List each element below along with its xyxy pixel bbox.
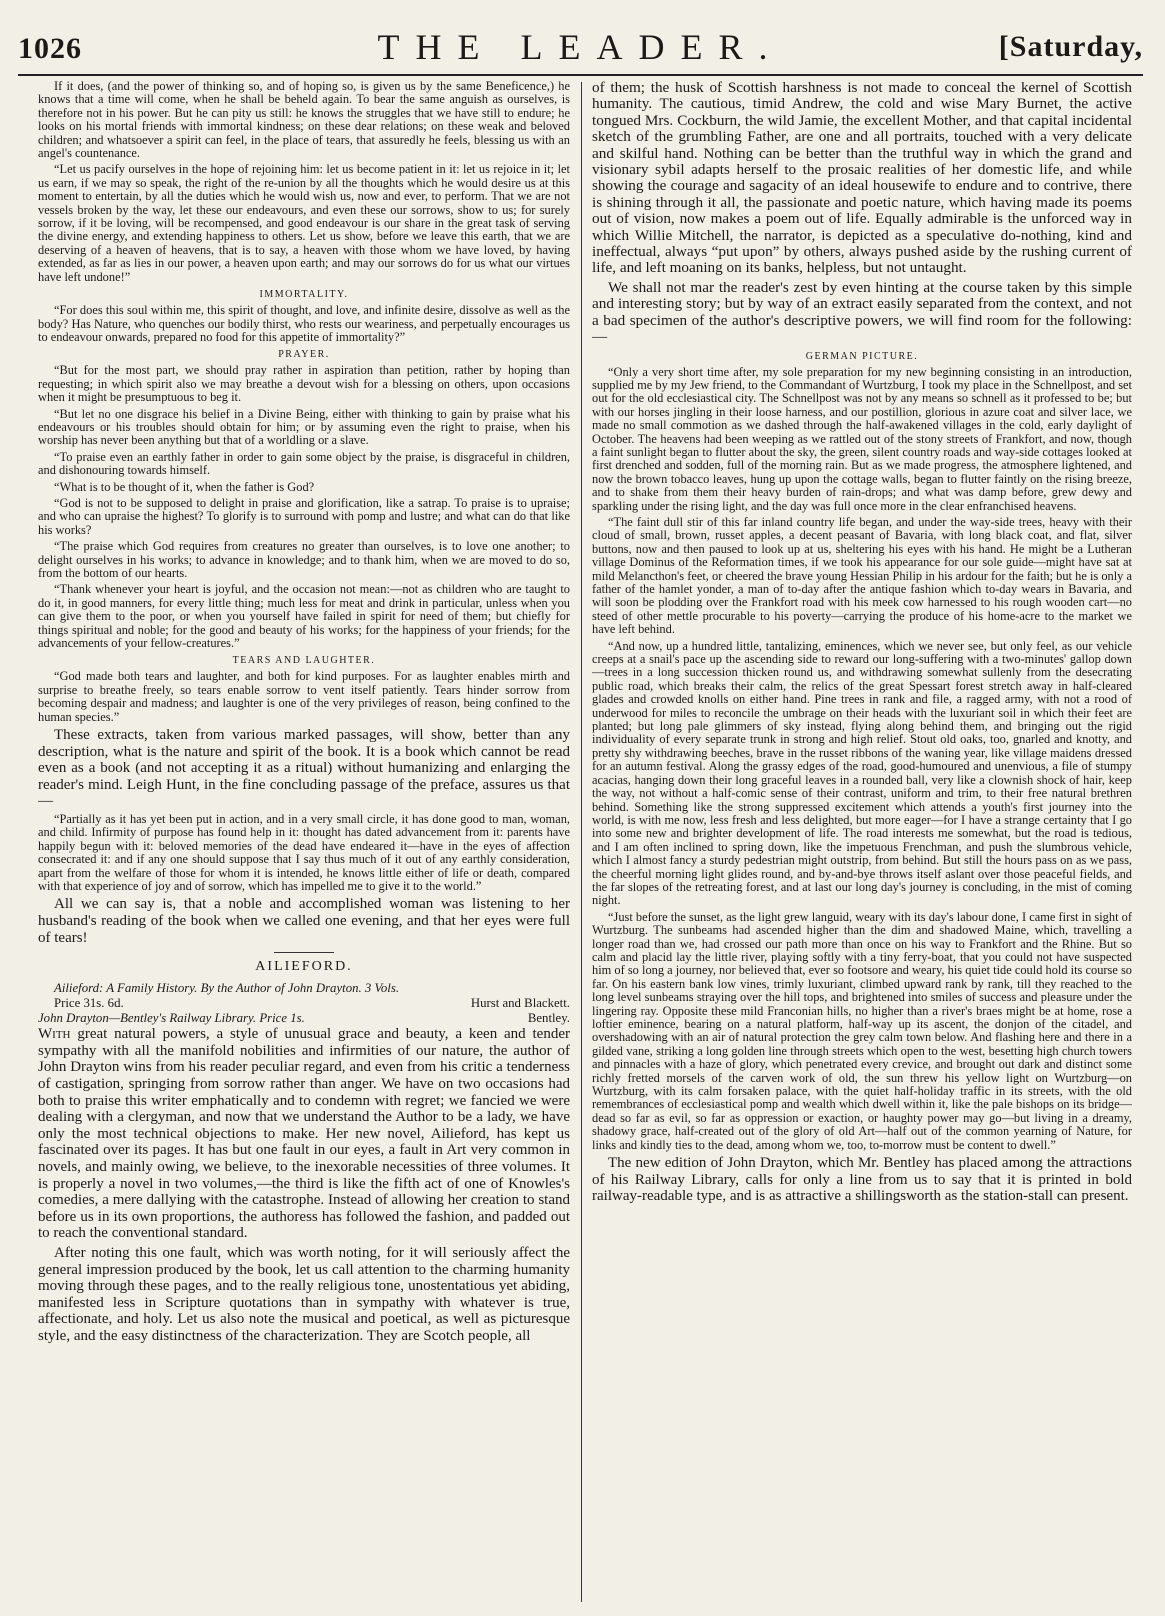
bib-publisher: Hurst and Blackett.	[470, 996, 570, 1011]
bibliography-entry	[38, 996, 570, 1010]
column-divider	[581, 82, 582, 1602]
paragraph: “To praise even an earthly father in order to gain some object by the praise, is disgraceful in children, and dishonouring towards himself.	[38, 449, 570, 478]
paragraph: If it does, (and the power of thinking so, and of hoping so, is given us by the same Beneficence,) he knows that a time will come, when he shall be beheld again. To bear the same anguish as ourselves, is therefore not in his power. But he can pity us still: he knows the struggles that we have still to endure; he looks on his mortal friends with immortal kindness; on these dear relations; on these weak and beloved children; and whatsoever a spirit can feel, in the place of tears, that assuredly he feels, blessing us with an angel's countenance.	[38, 80, 570, 161]
newspaper-title: THE LEADER.	[377, 27, 784, 67]
bib-publisher: Bentley.	[527, 1011, 570, 1026]
paragraph: “And now, up a hundred little, tantalizing, eminences, which we never see, but only feel, as our vehicle creeps at a snail's pace up the ascending side to reward our long-suffering with a two-minutes' gallop down—trees in a long succession thicken round us, and withdrawing somewhat sullenly from the desecrating public road, which breaks their calm, the relics of the great Spessart forest stretch away in half-cleared glades and crowded knolls on either hand. Pine trees in rank and file, a ragged army, with not a rood of underwood for miles to reconcile the umbrage on their heads with the luxuriant soil in which their feet are planted; but long pale glimmers of sky instead, flying along behind them, and bringing out the rigid individuality of every separate trunk in strong and high relief. Stout old oaks, too, gnarled and knotty, and pretty shy withdrawing beeches, brave in the russet ribbons of the waning year, like village maidens dressed for an autumn festival. Along the grassy edges of the road, good-humoured and unenvious, a file of stumpy acacias, hanging down their long graceful leaves in a rounded ball, very like a clownish shock of hair, keep the way, not without a half-comic sense of their contrast, uniform and trim, to their free natural brethren behind. Something like the strong suppressed excitement which attends a youth's first journey into the world, is with me now, less fresh and less delighted, but more eager—for I have a strange certainty that I go into some new and brighter development of life. The road interests me somewhat, but the road is tedious, and I am often inclined to spring down, like the impetuous Frenchman, and push the slumbrous vehicle, which I almost fancy a sturdy pedestrian might outstrip, from behind. But still the hours pass on as we pass, the cheerful morning light glides round, and by-and-bye throws itself aslant over those peaceful fields, and the far slopes of the retreating forest, and at last our long day's journey is concluding, in the mist of coming night.	[592, 638, 1132, 908]
masthead-rule	[18, 74, 1143, 76]
paragraph: “Only a very short time after, my sole preparation for my new beginning consisting in an introduction, supplied me by my Jew friend, to the Commandant of Wurtzburg, I took my place in the Schnellpost, and set out for the old ecclesiastical city. The Schnellpost was not by any means so schnell as it professed to be; but with our horses jingling in their loose harness, and our postillion, glorious in azure coat and silver lace, we made no small commotion as we dashed through the half-awakened villages in the cold, early daylight of October. The heavens had been weeping as we rattled out of the stony streets of Frankfort, and now, though a faint sunlight began to flutter about the sky, the green, silent country roads and way-side cottages looked at first drenched and sodden, full of the morning rain. But as we made progress, the atmosphere lightened, and now the brown tobacco leaves, hung up upon the cottage walls, began to flutter faintly on the rising breeze, and to shake from them their heavy burden of rain-drops; and what was damp before, grew dewy and sparkling under the rising light, and the day was full once more in the clear enfranchised heavens.	[592, 364, 1132, 513]
paragraph: “Partially as it has yet been put in action, and in a very small circle, it has done good to man, woman, and child. Infirmity of purpose has found help in it: thought has dated advancement from it: parents have happily begun with it: beloved memories of the dead have endeared it—have in the eyes of affection consecrated it: and if any one should suppose that I say thus much of it out of any earthly consideration, apart from the welfare of those for whom it is intended, he knows little either of life or death, compared with that experience of joy and of sorrow, which has impelled me to give it to the world.”	[38, 812, 570, 894]
bibliography-entry	[38, 981, 570, 995]
section-heading-immortality: IMMORTALITY.	[259, 289, 349, 301]
paragraph-text: great natural powers, a style of unusual grace and beauty, a keen and tender sympathy with all the manifold nobilities and infirmities of our nature, the author of John Drayton wins from his reader peculiar regard, and even from his critic a tenderness of castigation, springing from sorrow rather than anger. We have on two occasions had both to praise this writer emphatically and to condemn with regret; we fancied we were dealing with a clergyman, and now that we understand the Author to be a lady, we have only the most technical objections to make. Her new novel, Ailieford, has kept us fascinated over its pages. It has but one fault in our eyes, a fault in Art very common in novels, and mainly owing, we believe, to the inexorable necessities of three volumes. It is properly a novel in two volumes,—the third is like the fifth act of one of Knowles's comedies, a mere dallying with the catastrophe. Instead of allowing her creation to stand before us in its own proportions, the authoress has followed the fashion, and padded out to reach the conventional standard.	[38, 1026, 570, 1242]
paragraph: “Just before the sunset, as the light grew languid, weary with its day's labour done, I came first in sight of Wurtzburg. The sunbeams had ascended higher than the dim and shadowed Maine, which, travelling a longer road than we, had crossed our path more than once on his way to Frankfort and the Rhine. But so calm and placid lay the little river, playing softly with a tiny ferry-boat, that you could not have suspected him of so long a journey, nor believed that, ever so footsore and weary, his quiet tide could hold its course so far. On his eastern bank low vines, trimly luxuriant, climbed upward rank by rank, till they reached to the long level sunbeams straying over the hill tops, and brightened into smiles of success and pleasure under the lingering ray. Opposite these mild Franconian hills, no higher than a river's braes might be at home, rose a loftier eminence, bearing on a natural platform, half-way up its ascent, the donjon of the citadel, and overshadowing with an air of natural protection the grey calm town below. And flashing here and there in a gilded vane, striking a long golden line through streets which open to the west, besetting high church towers and pinnacles with a haze of glory, which penetrated every crevice, and brought out dark and distinct some richly fretted morsels of the carven work of old, the sun threw his yellow light on Wurtzburg—on Wurtzburg, with its calm forsaken palace, with the quiet half-holiday traffic in its streets, with the old remembrances of ecclesiastical pomp and wealth which dwell within it, like the pale bishops on its bridge—dead so far as evil, so far as oppression or exaction, or haughty power may go—but living in a dreamy, shadowy grace, half-created out of the glory of old Art—half out of the common yearning of Nature, for links and kindly ties to the dead, among whom we, too, to-morrow must be content to dwell.”	[592, 909, 1132, 1152]
paragraph: “The praise which God requires from creatures no greater than ourselves, is to love one another; to delight ourselves in his works; to advance in knowledge; and to thank him, when we are moved to do so, from the bottom of our hearts.	[38, 539, 570, 580]
paragraph: All we can say is, that a noble and accomplished woman was listening to her husband's reading of the book when we called one evening, and that her eyes were full of tears!	[38, 896, 570, 946]
section-heading-german-picture: GERMAN PICTURE.	[805, 350, 919, 362]
article-title-ailieford: AILIEFORD.	[255, 959, 353, 975]
right-column	[592, 80, 1132, 1605]
bib-title: Ailieford: A Family History. By the Author of John Drayton. 3 Vols.	[54, 981, 400, 996]
drop-cap: With	[38, 1026, 71, 1043]
bibliography-entry	[38, 1011, 570, 1025]
paragraph: “The faint dull stir of this far inland country life began, and under the way-side trees, heavy with their cloud of small, brown, russet apples, a decent peasant of Bavaria, with long black coat, and flat, silver buttons, now and then paused to look up at us, sheltering his eyes with his hand. He might be a Lutheran village Dominus of the Reformation times, if we took his appearance for our sole guide—might have sat at mild Melancthon's feet, or cheered the brave young Hessian Philip in his ardour for the faith; but he is only a father of the hamlet yonder, a man of to-day after the antique fashion which to-day wears in Bavaria, and will soon be plodding over the Frankfort road with his meek cow harnessed to his rough wooden cart—no steed of other mettle procurable to his poverty—carrying the produce of his home-acre to the market we have left behind.	[592, 514, 1132, 637]
paragraph: We shall not mar the reader's zest by even hinting at the course taken by this simple and interesting story; but by way of an extract easily separated from the context, and not a bad specimen of the author's descriptive powers, we will find room for the following:—	[592, 278, 1132, 346]
section-heading-tears: TEARS AND LAUGHTER.	[232, 655, 376, 667]
paragraph	[38, 1026, 570, 1242]
paragraph: “But let no one disgrace his belief in a Divine Being, either with thinking to gain by praise what his endeavours or his troubles should obtain for him; or by assuming even the right to praise, when his worship has never been anything but that of a worldling or a slave.	[38, 406, 570, 448]
paragraph: The new edition of John Drayton, which Mr. Bentley has placed among the attractions of his Railway Library, calls for only a line from us to say that it is printed in bold railway-readable type, and is as attractive a shillingsworth as the station-stall can present.	[592, 1155, 1132, 1205]
paragraph: “Thank whenever your heart is joyful, and the occasion not mean:—not as children who are taught to do it, in good manners, for every little thing; much less for meat and drink in particular, unless when you can give them to the poor, or when you yourself have failed in spirit for need of them; but chiefly for things spiritual and noble; for the good and beauty of his works; for the happiness of your friends; for the advancements of your fellow-creatures.”	[38, 582, 570, 651]
paragraph: “God is not to be supposed to delight in praise and glorification, like a satrap. To praise is to upraise; and who can upraise the highest? To glorify is to surround with pomp and lustre; and what can do that like his works?	[38, 495, 570, 537]
paragraph: “For does this soul within me, this spirit of thought, and love, and infinite desire, dissolve as well as the body? Has Nature, who quenches our bodily thirst, who rests our weariness, and perpetually encourages us to endeavour onwards, prepared no food for this appetite of immortality?”	[38, 303, 570, 344]
paragraph: “But for the most part, we should pray rather in aspiration than petition, rather by hoping than requesting; in which spirit also we may breathe a devout wish for a blessing on others, upon occasions when it might be presumptuous to beg it.	[38, 363, 570, 405]
paragraph: of them; the husk of Scottish harshness is not made to conceal the kernel of Scottish humanity. The cautious, timid Andrew, the cold and wise Mary Burnet, the active tongued Mrs. Cockburn, the wild Jamie, the excellent Mother, and that capital incidental sketch of the grumbling Father, are one and all portraits, touched with a very delicate and skilful hand. Nothing can be better than the truthful way in which the grand and visionary sybil adapts herself to the prosaic realities of her domestic life, and while showing the courage and sagacity of an ideal housewife to endure and to contrive, there is shining through it all, the passionate and poetic nature, which having made its poems out of vision, now makes a poem out of life. Equally admirable is the unforced way in which Willie Mitchell, the narrator, is depicted as a speculative do-nothing, kind and ineffectual, always “put upon” by others, always pushed aside by the rushing current of life, and left moaning on its banks, helpless, but not untaught.	[592, 80, 1132, 277]
bib-title: John Drayton—Bentley's Railway Library. Price 1s.	[38, 1011, 305, 1026]
section-heading-prayer: PRAYER.	[278, 349, 330, 361]
issue-day: [Saturday,	[998, 30, 1143, 63]
bib-price: Price 31s. 6d.	[54, 996, 124, 1011]
paragraph: “Let us pacify ourselves in the hope of rejoining him: let us become patient in it: let us rejoice in it; let us earn, if we may so speak, the right of the re-union by all the thoughts which he would desire us at this moment to entertain, by all the duties which he would wish us, now and ever, to perform. That we are not vessels broken by the way, let these our endeavours, and even these our sorrows, show to us; for surely sorrow, if it be loving, will be recompensed, and good endeavour is our share in the great task of serving the divine energy, and extending happiness to others. Let us show, before we leave this earth, that we are deserving of a heaven of heavens, that is to say, a heaven with those whom we have loved, by having extended, as far as lies in our power, a heaven upon earth; and may our sorrows do for us what our virtues have left undone!”	[38, 162, 570, 284]
masthead	[18, 26, 1143, 74]
article-separator	[274, 952, 334, 953]
paragraph: “What is to be thought of it, when the father is God?	[54, 479, 315, 494]
paragraph: After noting this one fault, which was worth noting, for it will seriously affect the general impression produced by the book, let us call attention to the charming humanity moving through these pages, and to the really religious tone, unostentatious yet abiding, manifested less in Scripture quotations than in sympathy with whatever is true, affectionate, and holy. Let us also note the musical and poetical, as well as picturesque style, and the easy distinctness of the characterization. They are Scotch people, all	[38, 1244, 570, 1344]
page-number: 1026	[18, 32, 82, 65]
left-column	[38, 80, 570, 1605]
paragraph: “God made both tears and laughter, and both for kind purposes. For as laughter enables mirth and surprise to breathe freely, so tears enable sorrow to vent itself patiently. Tears hinder sorrow from becoming despair and madness; and laughter is one of the very privileges of reason, being confined to the human species.”	[38, 669, 570, 724]
paragraph: These extracts, taken from various marked passages, will show, better than any description, what is the nature and spirit of the book. It is a book which cannot be read even as a book (and not accepting it as a ritual) without humanizing and enlarging the reader's mind. Leigh Hunt, in the fine concluding passage of the preface, assures us that—	[38, 727, 570, 810]
